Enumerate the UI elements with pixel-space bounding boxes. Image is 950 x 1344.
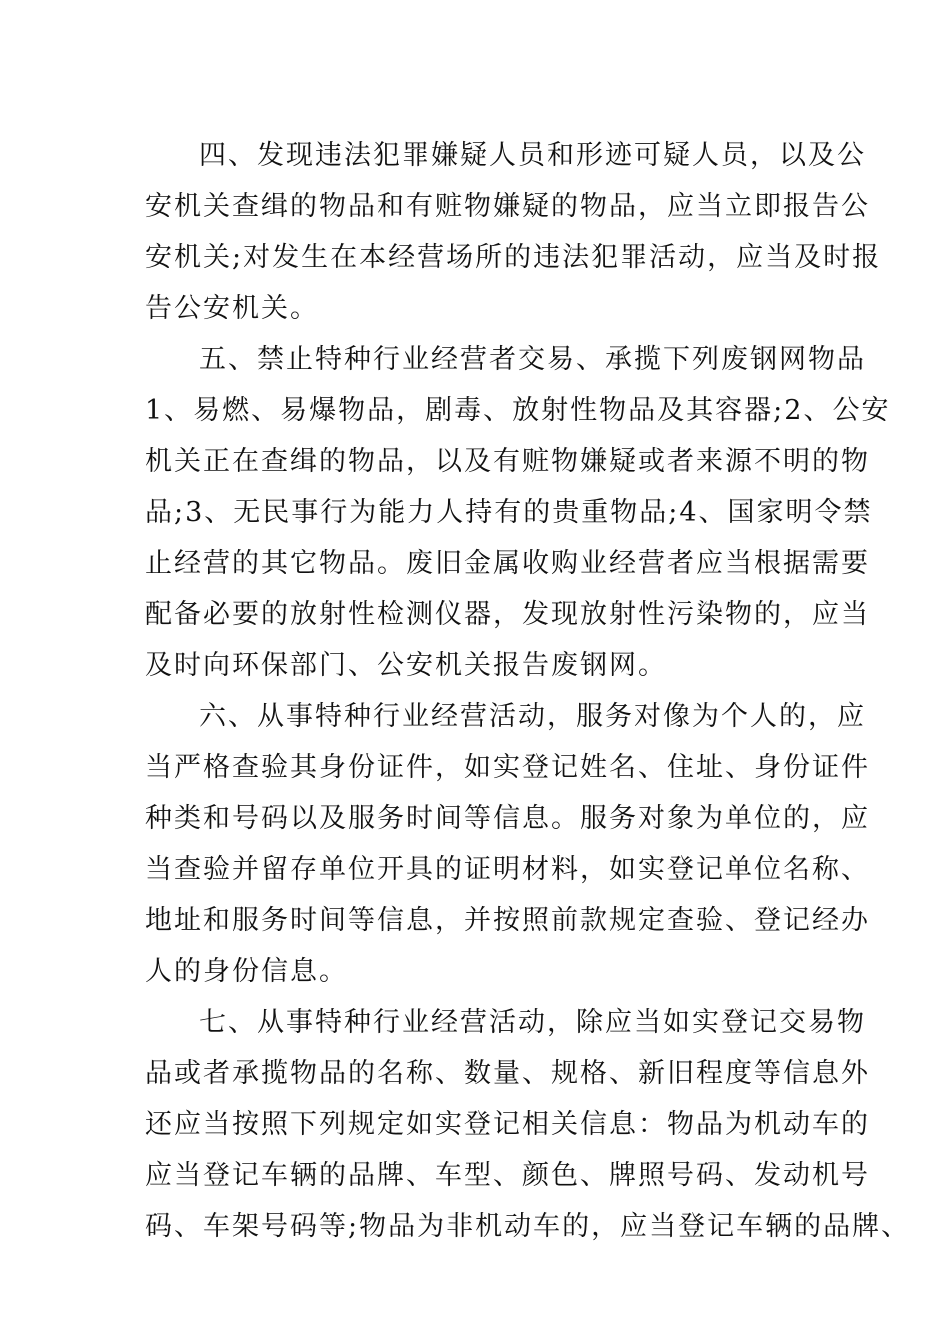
paragraph-line: 种类和号码以及服务时间等信息。服务对象为单位的，应 xyxy=(145,803,870,834)
paragraph-item-5 xyxy=(145,334,891,691)
paragraph-item-7 xyxy=(145,997,911,1252)
document-body xyxy=(145,130,911,1252)
paragraph-line: 地址和服务时间等信息，并按照前款规定查验、登记经办 xyxy=(145,905,870,936)
paragraph-item-4 xyxy=(145,130,882,334)
paragraph-line: 及时向环保部门、公安机关报告废钢网。 xyxy=(145,650,667,681)
paragraph-line: 五、禁止特种行业经营者交易、承揽下列废钢网物品 xyxy=(199,344,866,375)
paragraph-line: 应当登记车辆的品牌、车型、颜色、牌照号码、发动机号 xyxy=(145,1160,870,1191)
paragraph-line: 配备必要的放射性检测仪器，发现放射性污染物的，应当 xyxy=(145,599,870,630)
paragraph-line: 安机关查缉的物品和有赃物嫌疑的物品，应当立即报告公 xyxy=(145,191,870,222)
paragraph-line: 七、从事特种行业经营活动，除应当如实登记交易物 xyxy=(199,1007,866,1038)
paragraph-line: 品或者承揽物品的名称、数量、规格、新旧程度等信息外 xyxy=(145,1058,870,1089)
paragraph-line: 当查验并留存单位开具的证明材料，如实登记单位名称、 xyxy=(145,854,870,885)
paragraph-line: 人的身份信息。 xyxy=(145,956,348,987)
paragraph-line: 码、车架号码等;物品为非机动车的，应当登记车辆的品牌、 xyxy=(145,1211,911,1242)
paragraph-line: 当严格查验其身份证件，如实登记姓名、住址、身份证件 xyxy=(145,752,870,783)
paragraph-line: 告公安机关。 xyxy=(145,293,319,324)
paragraph-line: 止经营的其它物品。废旧金属收购业经营者应当根据需要 xyxy=(145,548,870,579)
paragraph-line: 机关正在查缉的物品，以及有赃物嫌疑或者来源不明的物 xyxy=(145,446,870,477)
paragraph-line: 安机关;对发生在本经营场所的违法犯罪活动，应当及时报 xyxy=(145,242,882,273)
paragraph-item-6 xyxy=(145,691,870,997)
paragraph-line: 1、易燃、易爆物品，剧毒、放射性物品及其容器;2、公安 xyxy=(145,395,891,426)
paragraph-line: 四、发现违法犯罪嫌疑人员和形迹可疑人员，以及公 xyxy=(199,140,866,171)
paragraph-line: 品;3、无民事行为能力人持有的贵重物品;4、国家明令禁 xyxy=(145,497,873,528)
paragraph-line: 六、从事特种行业经营活动，服务对像为个人的，应 xyxy=(199,701,866,732)
paragraph-line: 还应当按照下列规定如实登记相关信息：物品为机动车的 xyxy=(145,1109,870,1140)
